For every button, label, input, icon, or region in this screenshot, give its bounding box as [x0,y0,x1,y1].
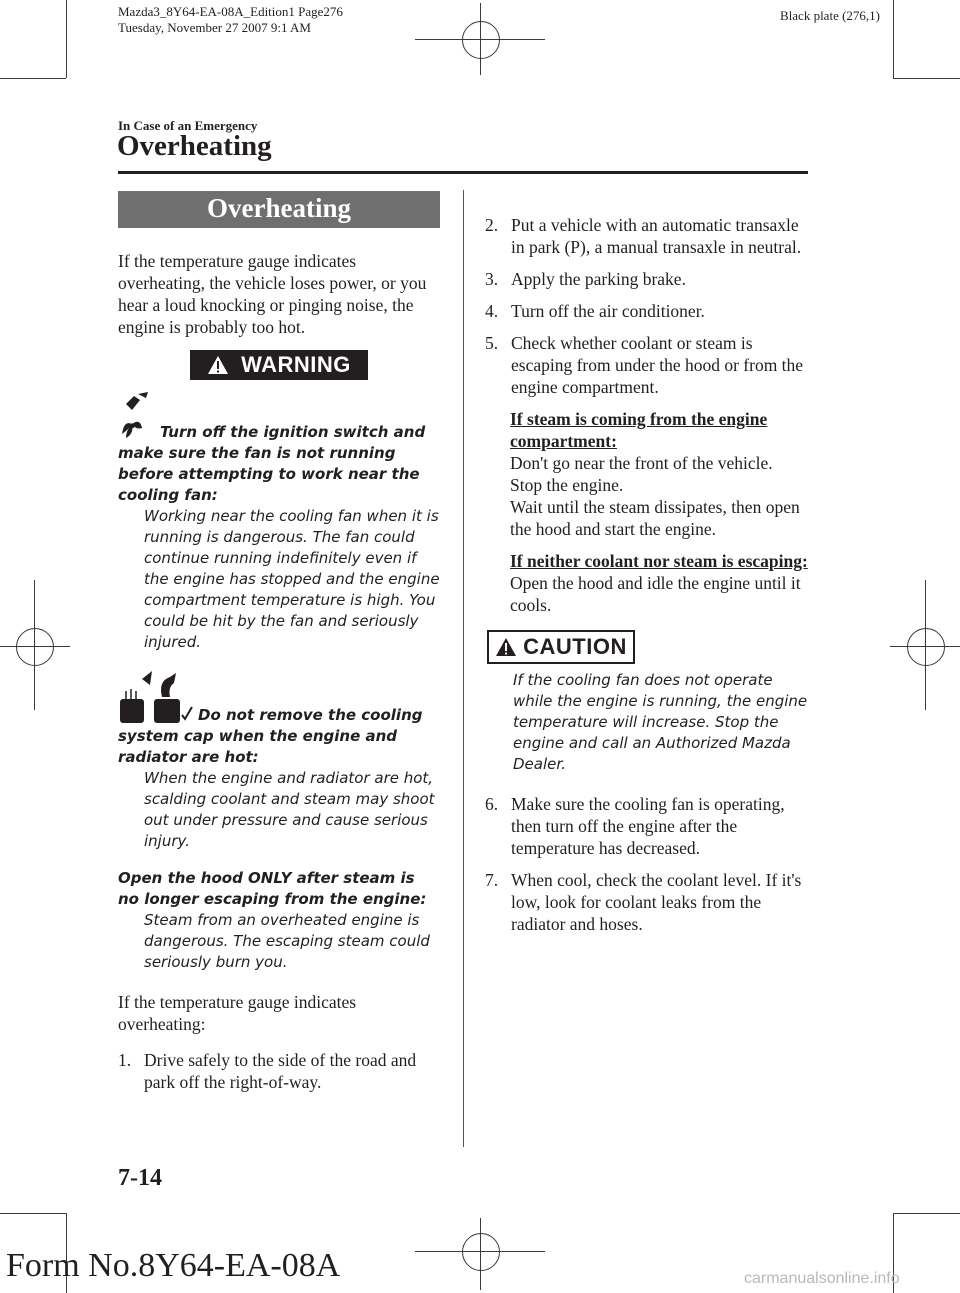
step-6 [485,793,811,859]
form-number: Form No.8Y64-EA-08A [6,1247,341,1284]
step-2-number: 2. [485,215,499,235]
column-divider [463,190,464,1147]
page-number: 7-14 [118,1165,162,1191]
step-1-text: Drive safely to the side of the road and park off the right-of-way. [144,1050,417,1092]
step-4-text: Turn off the air conditioner. [511,301,705,321]
caution-body: If the cooling fan does not operate while the engine is running, the engine temperature will increase. Stop the engine and call an Authorized Mazda Dealer. [513,671,808,773]
step-6-number: 6. [485,794,499,814]
step-7-text: When cool, check the coolant level. If it's low, look for coolant leaks from the radiator and hoses. [511,870,802,934]
step-3-text: Apply the parking brake. [511,269,686,289]
intro-paragraph: If the temperature gauge indicates overheating, the vehicle loses power, or you hear a loud knocking or pinging noise, the engine is probably too hot. [118,251,427,337]
plate-info: Black plate (276,1) [780,8,880,23]
warning-3-heading: Open the hood ONLY after steam is no longer escaping from the engine: [118,869,427,908]
caution-text-label: CAUTION [523,634,627,659]
step-7 [485,869,811,935]
step-5-text: Check whether coolant or steam is escaping from under the hood or from the engine compartment. [511,333,804,397]
warning-text: WARNING [241,352,351,377]
step-3 [485,268,811,290]
warning-label [190,350,368,380]
warning-2-body: When the engine and radiator are hot, scalding coolant and steam may shoot out under pressure and cause serious injury. [144,769,435,850]
step-6-text: Make sure the cooling fan is operating, then turn off the engine after the temperature has decreased. [511,794,785,858]
step-5 [485,332,811,398]
step-1-number: 1. [118,1050,132,1070]
steam-heading: If steam is coming from the engine compartment: [510,409,768,451]
step-3-number: 3. [485,269,499,289]
steam-block [485,408,811,616]
steam-line-2: Stop the engine. [510,475,624,495]
step-4 [485,300,811,322]
neither-body: Open the hood and idle the engine until it cools. [510,573,801,615]
page-title: Overheating [117,130,272,162]
warning-1-heading: Turn off the ignition switch and make sure the fan is not running before attempting to work near the cooling fan: [118,423,426,504]
warning-3-body: Steam from an overheated engine is dangerous. The escaping steam could seriously burn you. [144,911,430,971]
caution-label [487,630,635,664]
right-column [485,214,811,935]
file-info-line2: Tuesday, November 27 2007 9:1 AM [118,20,311,35]
header-rule [118,171,808,174]
caution-triangle-icon [495,637,517,657]
warning-1-body: Working near the cooling fan when it is running is dangerous. The fan could continue running indefinitely even if the engine has stopped and the engine compartment temperature is high. You could be hit by the fan and seriously injured. [144,507,440,651]
file-info [118,4,343,36]
watermark: carmanualsonline.info [744,1270,900,1287]
gauge-paragraph: If the temperature gauge indicates overheating: [118,992,357,1034]
section-name: In Case of an Emergency [118,118,258,133]
left-column [118,191,440,1093]
warning-2-heading: Do not remove the cooling system cap when the engine and radiator are hot: [118,706,423,766]
steam-line-1: Don't go near the front of the vehicle. [510,453,773,473]
neither-heading: If neither coolant nor steam is escaping: [510,551,808,571]
warning-triangle-icon [207,355,229,375]
step-4-number: 4. [485,301,499,321]
step-7-number: 7. [485,870,499,890]
step-5-number: 5. [485,333,499,353]
file-info-line1: Mazda3_8Y64-EA-08A_Edition1 Page276 [118,4,343,19]
step-2 [485,214,811,258]
section-banner: Overheating [118,191,440,228]
step-2-text: Put a vehicle with an automatic transaxle in park (P), a manual transaxle in neutral. [511,215,802,257]
step-1 [118,1049,440,1093]
steam-line-3: Wait until the steam dissipates, then open the hood and start the engine. [510,497,800,539]
